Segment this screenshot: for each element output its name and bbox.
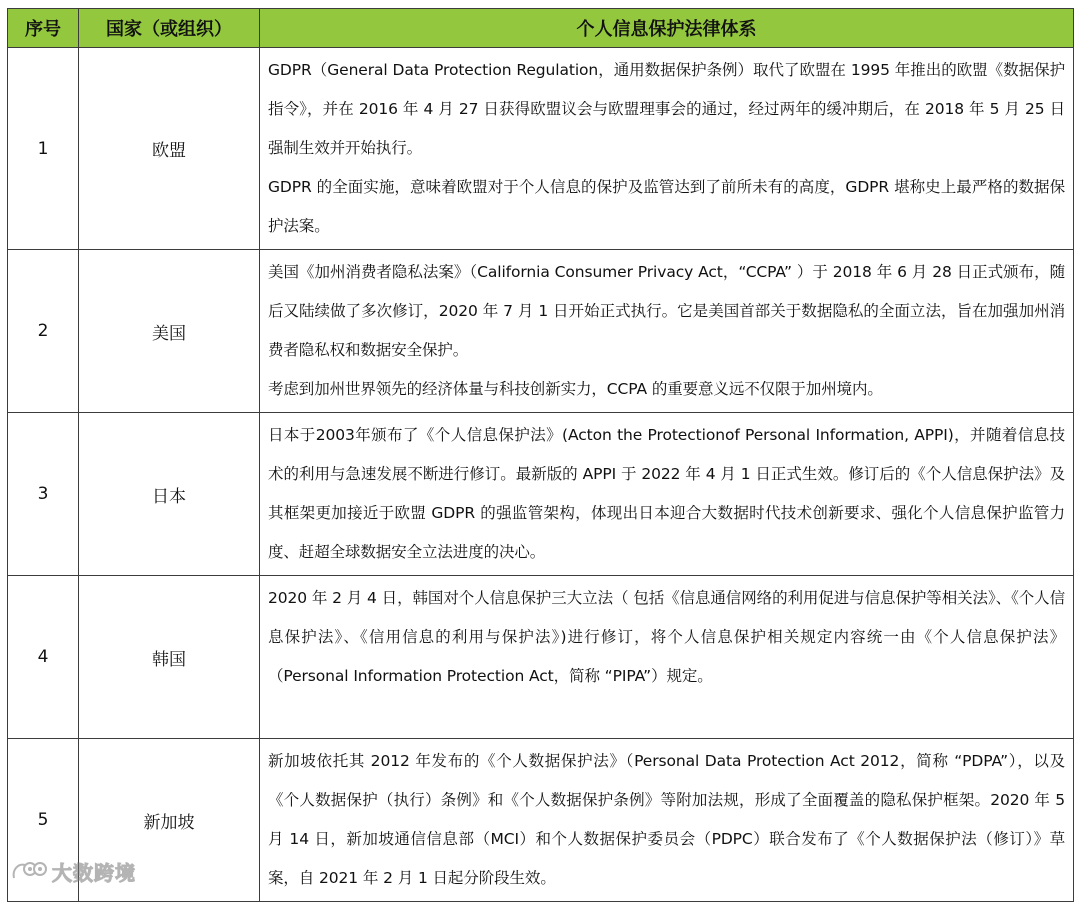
law-paragraph: GDPR 的全面实施，意味着欧盟对于个人信息的保护及监管达到了前所未有的高度，GDPR 堪称史上最严格的数据保护法案。 [268,178,1065,235]
header-country: 国家（或组织） [79,9,260,48]
row-number: 2 [8,250,79,413]
table-header-row [8,9,1074,48]
table-row [8,250,1074,413]
table-row [8,739,1074,902]
law-paragraph: GDPR（General Data Protection Regulation，通用数据保护条例）取代了欧盟在 1995 年推出的欧盟《数据保护指令》，并在 2016 年 4 月 27 日获得欧盟议会与欧盟理事会的通过，经过两年的缓冲期后，在 2018 年 5 月 25 日强制生效并开始执行。 [268,61,1065,157]
law-paragraph: 新加坡依托其 2012 年发布的《个人数据保护法》（Personal Data Protection Act 2012，简称 “PDPA”），以及《个人数据保护（执行）条例》和《个人数据保护条例》等附加法规，形成了全面覆盖的隐私保护框架。2020 年 5 月 14 日，新加坡通信信息部（MCI）和个人数据保护委员会（PDPC）联合发布了《个人数据保护法（修订）》草案，自 2021 年 2 月 1 日起分阶段生效。 [268,752,1065,887]
row-law-description [260,413,1074,576]
brand-logo-icon [10,858,48,884]
row-country: 日本 [79,413,260,576]
law-paragraph: 考虑到加州世界领先的经济体量与科技创新实力，CCPA 的重要意义远不仅限于加州境内。 [268,380,883,398]
row-number: 5 [8,739,79,902]
law-paragraph: 2020 年 2 月 4 日，韩国对个人信息保护三大立法（ 包括《信息通信网络的利用促进与信息保护等相关法》、《个人信息保护法》、《信用信息的利用与保护法》)进行修订，将个人信息保护相关规定内容统一由《个人信息保护法》（Personal Information Protection Act，简称 “PIPA”）规定。 [268,589,1065,685]
header-law-system: 个人信息保护法律体系 [260,9,1074,48]
table-row [8,576,1074,739]
row-country: 欧盟 [79,48,260,250]
table-row [8,413,1074,576]
watermark [10,856,136,886]
watermark-text: 大数跨境 [52,860,136,885]
row-law-description [260,48,1074,250]
row-number: 3 [8,413,79,576]
row-country: 新加坡 [79,739,260,902]
header-no: 序号 [8,9,79,48]
row-number: 4 [8,576,79,739]
row-country: 美国 [79,250,260,413]
law-paragraph: 日本于2003年颁布了《个人信息保护法》(Acton the Protectionof Personal Information, APPI)，并随着信息技术的利用与急速发展不断进行修订。最新版的 APPI 于 2022 年 4 月 1 日正式生效。修订后的《个人信息保护法》及其框架更加接近于欧盟 GDPR 的强监管架构，体现出日本迎合大数据时代技术创新要求、强化个人信息保护监管力度、赶超全球数据安全立法进度的决心。 [268,426,1065,561]
row-law-description [260,739,1074,902]
row-country: 韩国 [79,576,260,739]
table-row [8,48,1074,250]
row-law-description [260,576,1074,739]
law-paragraph: 美国《加州消费者隐私法案》（California Consumer Privacy Act，“CCPA” ）于 2018 年 6 月 28 日正式颁布，随后又陆续做了多次修订，2020 年 7 月 1 日开始正式执行。它是美国首部关于数据隐私的全面立法，旨在加强加州消费者隐私权和数据安全保护。 [268,263,1065,359]
row-number: 1 [8,48,79,250]
privacy-law-table [7,8,1074,902]
row-law-description [260,250,1074,413]
